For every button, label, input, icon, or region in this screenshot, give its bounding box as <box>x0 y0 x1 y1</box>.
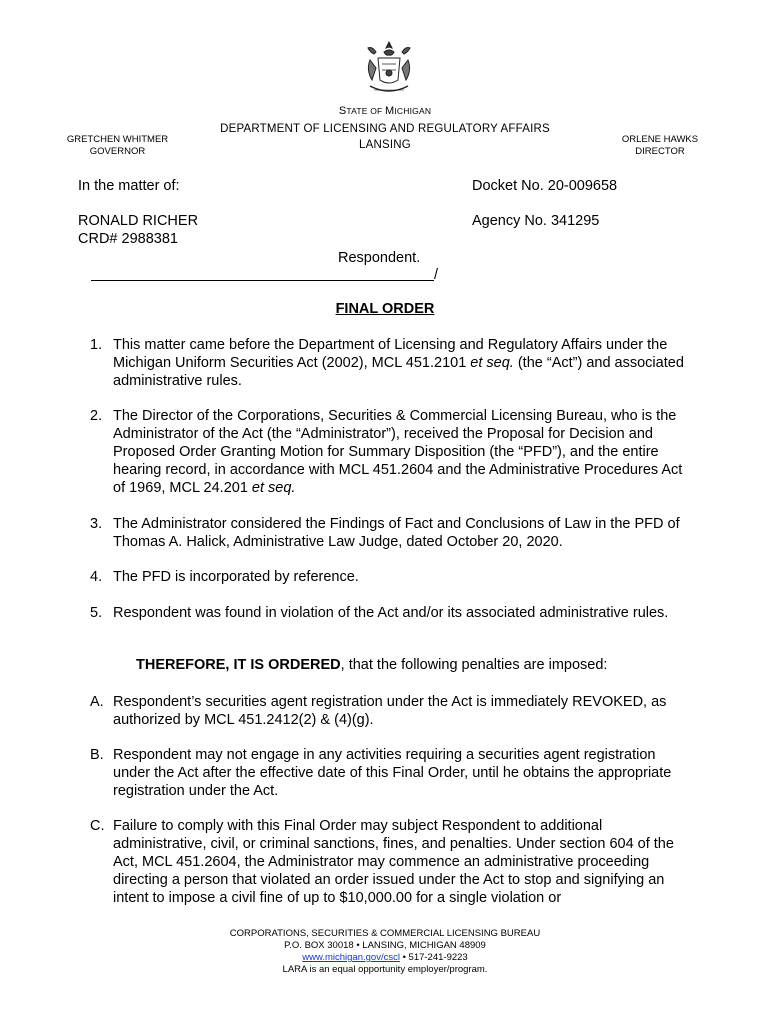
governor-name: GRETCHEN WHITMER <box>66 134 169 145</box>
list-item: 4. The PFD is incorporated by reference. <box>90 569 359 585</box>
director-block <box>605 134 715 158</box>
penalty-item: C. Failure to comply with this Final Order may subject Respondent to additional administrative, civil, or criminal sanctions, fines, and penalties. Under section 604 of the Act, MCL 451.2604, the Administrator may commence an administrative proceeding directing a person that violated an order issued under the Act to stop and signifying an intent to impose a civil fine of up to $10,000.00 for a single violation or <box>90 818 674 906</box>
governor-block <box>55 134 180 158</box>
matter-label: In the matter of: <box>78 178 180 194</box>
footer-address: P.O. BOX 30018 • LANSING, MICHIGAN 48909 <box>284 940 486 951</box>
final-order-title: FINAL ORDER <box>335 301 435 317</box>
penalty-item: A. Respondent’s securities agent registration under the Act is immediately REVOKED, as authorized by MCL 451.2412(2) & (4)(g). <box>90 694 667 728</box>
ordered-statement: THEREFORE, IT IS ORDERED, that the following penalties are imposed: <box>136 657 608 673</box>
state-of-michigan-heading: STATE OF MICHIGAN <box>338 105 432 117</box>
caption-rule <box>91 280 434 281</box>
director-title: DIRECTOR <box>635 146 685 157</box>
michigan-state-seal-icon <box>364 40 414 102</box>
governor-title: GOVERNOR <box>89 146 146 157</box>
footer <box>0 928 770 976</box>
list-item: 5. Respondent was found in violation of the Act and/or its associated administrative rules. <box>90 605 669 621</box>
footer-bureau: CORPORATIONS, SECURITIES & COMMERCIAL LICENSING BUREAU <box>229 928 541 939</box>
penalty-item: B. Respondent may not engage in any activities requiring a securities agent registration under the Act after the effective date of this Final Order, until he obtains the appropriate registration under the Act. <box>90 747 672 799</box>
footer-contact: www.michigan.gov/cscl • 517-241-9223 <box>302 952 468 963</box>
list-item: 1. This matter came before the Department of Licensing and Regulatory Affairs under the Michigan Uniform Securities Act (2002), MCL 451.2101 et seq. (the “Act”) and associated administrative rules. <box>90 337 684 389</box>
respondent-name: RONALD RICHER <box>78 213 199 229</box>
agency-number: Agency No. 341295 <box>472 213 600 229</box>
footer-eeo: LARA is an equal opportunity employer/program. <box>282 964 488 975</box>
list-item: 3. The Administrator considered the Findings of Fact and Conclusions of Law in the PFD of Thomas A. Halick, Administrative Law Judge, dated October 20, 2020. <box>90 516 680 550</box>
city-name: LANSING <box>359 139 411 151</box>
respondent-label: Respondent. <box>338 250 421 266</box>
docket-number: Docket No. 20-009658 <box>472 178 618 194</box>
director-name: ORLENE HAWKS <box>621 134 699 145</box>
caption-slash: / <box>434 267 439 283</box>
website-link[interactable]: www.michigan.gov/cscl <box>302 952 400 963</box>
crd-number: CRD# 2988381 <box>78 231 178 247</box>
list-item: 2. The Director of the Corporations, Securities & Commercial Licensing Bureau, who is the Administrator of the Act (the “Administrator”), received the Proposal for Decision and Proposed Order Granting Motion for Summary Disposition (the “PFD”), and the entire hearing record, in accordance with MCL 451.2604 and the Administrative Procedures Act of 1969, MCL 24.201 et seq. <box>90 408 683 496</box>
department-name: DEPARTMENT OF LICENSING AND REGULATORY AFFAIRS <box>220 123 550 135</box>
